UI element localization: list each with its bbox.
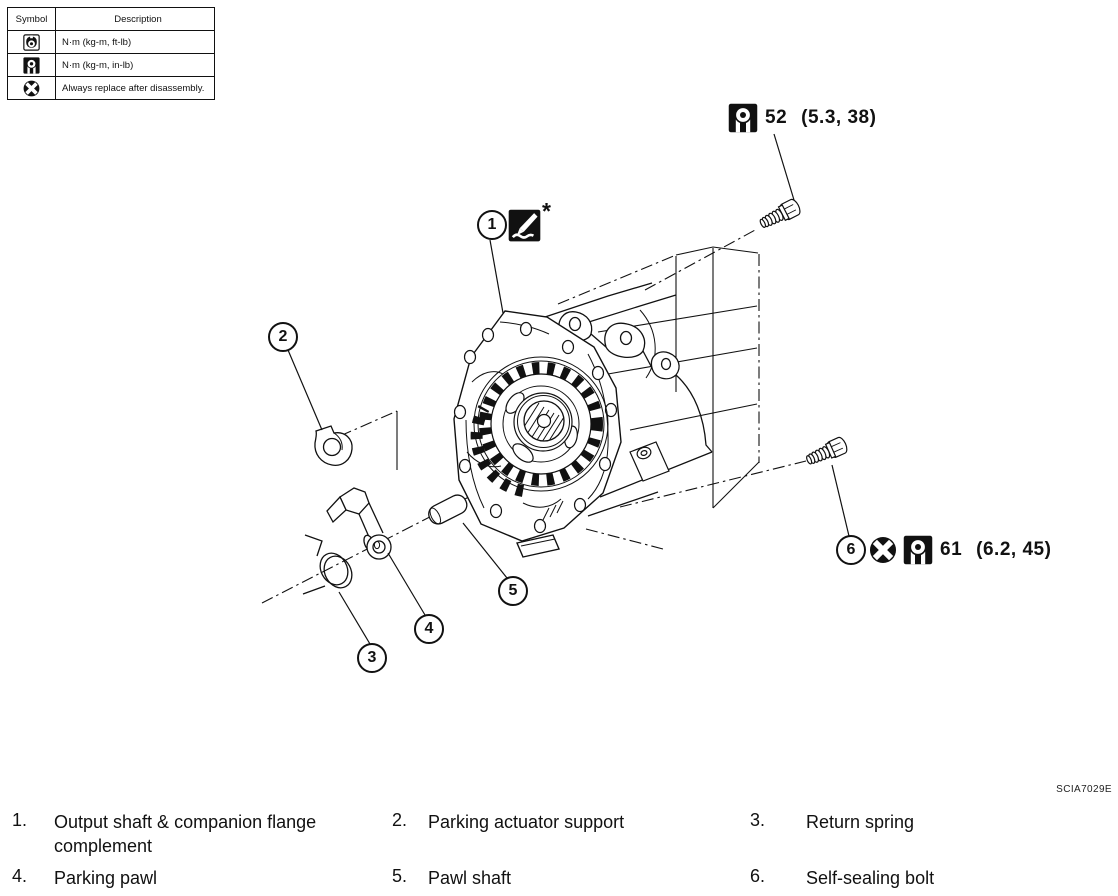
part-number: 6. <box>750 866 766 886</box>
legend-description: Always replace after disassembly. <box>56 77 215 100</box>
upper-bolt-torque-label <box>728 103 876 133</box>
torque-inlb-icon <box>23 57 40 74</box>
sealant-asterisk: * <box>542 198 551 224</box>
replace-after-disassembly-icon <box>23 80 40 97</box>
callout-3 <box>357 643 387 673</box>
callout-3-number: 3 <box>367 649 377 666</box>
callout-6 <box>836 535 866 565</box>
callout-1-number: 1 <box>487 216 497 233</box>
part-number: 5. <box>392 866 408 886</box>
callout-1 <box>477 210 507 240</box>
callout-2 <box>268 322 298 352</box>
torque-detail: (6.2, 45) <box>976 539 1052 560</box>
part-number: 4. <box>12 866 28 886</box>
callout-5-number: 5 <box>508 582 518 599</box>
part-name: Parking actuator support <box>428 812 625 832</box>
legend-symbol-header: Symbol <box>8 8 56 31</box>
torque-value: 52 <box>765 107 788 128</box>
legend-row <box>8 77 215 100</box>
legend-row <box>8 31 215 54</box>
legend-header-row <box>8 8 215 31</box>
callout-4 <box>414 614 444 644</box>
torque-value: 61 <box>940 539 963 560</box>
pawl-shaft-drawing <box>426 492 470 527</box>
return-spring-drawing <box>303 535 357 594</box>
upper-bolt-drawing <box>757 198 802 232</box>
torque-wrench-icon <box>728 103 758 133</box>
sealant-icon <box>508 209 541 242</box>
self-sealing-bolt-drawing <box>804 436 849 468</box>
callout-4-number: 4 <box>424 620 434 637</box>
part-number: 2. <box>392 810 408 830</box>
legend-description-header: Description <box>56 8 215 31</box>
callout-2-number: 2 <box>278 328 288 345</box>
part-name: Output shaft & companion flange complement <box>54 812 317 856</box>
part-name: Return spring <box>806 812 915 832</box>
part-number: 1. <box>12 810 28 830</box>
replace-after-disassembly-icon <box>869 536 897 564</box>
legend-description: N·m (kg-m, ft-lb) <box>56 31 215 54</box>
callout-6-number: 6 <box>846 541 856 558</box>
legend-description: N·m (kg-m, in-lb) <box>56 54 215 77</box>
legend-row <box>8 54 215 77</box>
parking-pawl-drawing <box>327 488 391 559</box>
part-name: Self-sealing bolt <box>806 868 935 888</box>
torque-detail: (5.3, 38) <box>801 107 877 128</box>
symbol-legend-table <box>7 7 215 100</box>
bolt-boss-drawing <box>630 442 669 481</box>
part-number: 3. <box>750 810 766 830</box>
part-name: Pawl shaft <box>428 868 512 888</box>
figure-code: SCIA7029E <box>1056 784 1112 795</box>
parking-actuator-support-drawing <box>315 426 352 465</box>
torque-wrench-icon <box>903 535 933 565</box>
callout-5 <box>498 576 528 606</box>
part-name: Parking pawl <box>54 868 158 888</box>
self-sealing-bolt-torque-label <box>869 535 1051 565</box>
torque-ftlb-icon <box>23 34 40 51</box>
